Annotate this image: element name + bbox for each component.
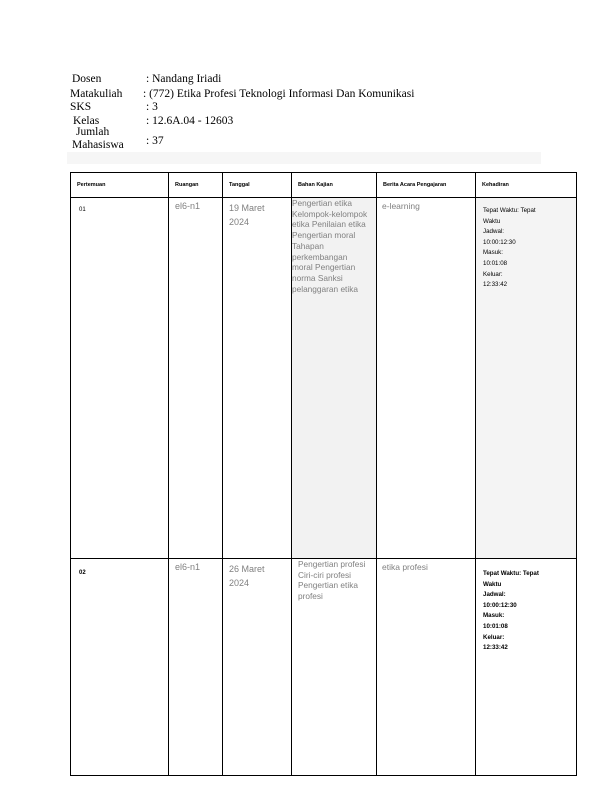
bahan-kajian-text: Pengertian profesi Ciri-ciri profesi Pengertian etika profesi xyxy=(298,559,366,602)
berita-acara-cell: etika profesi xyxy=(377,559,476,776)
jumlah-mahasiswa-label: Jumlah Mahasiswa xyxy=(72,126,124,151)
col-header-tanggal: Tanggal xyxy=(223,173,292,198)
jumlah-mahasiswa-value: : 37 xyxy=(146,135,164,147)
col-header-kehadiran: Kehadiran xyxy=(476,173,577,198)
sks-label: SKS xyxy=(70,101,92,113)
kehadiran-cell: Tepat Waktu: Tepat Waktu Jadwal: 10:00:12:30 Masuk: 10:01:08 Keluar: 12:33:42 xyxy=(476,198,577,559)
kelas-label: Kelas xyxy=(73,115,100,127)
table-row xyxy=(71,559,577,776)
header-divider-band xyxy=(67,152,541,164)
kelas-value: : 12.6A.04 - 12603 xyxy=(146,115,234,127)
sks-value: : 3 xyxy=(146,101,158,113)
matakuliah-label: Matakuliah xyxy=(70,88,123,100)
berita-acara-cell: e-learning xyxy=(377,198,476,559)
col-header-berita-acara: Berita Acara Pengajaran xyxy=(377,173,476,198)
ruangan-cell: el6-n1 xyxy=(169,198,223,559)
pertemuan-cell: 01 xyxy=(71,198,169,559)
col-header-ruangan: Ruangan xyxy=(169,173,223,198)
dosen-value: : Nandang Iriadi xyxy=(146,73,222,85)
col-header-bahan-kajian: Bahan Kajian xyxy=(292,173,377,198)
dosen-label: Dosen xyxy=(72,73,102,85)
tanggal-cell: 26 Maret 2024 xyxy=(223,559,292,776)
matakuliah-value: : (772) Etika Profesi Teknologi Informasi Dan Komunikasi xyxy=(143,88,415,100)
tanggal-cell: 19 Maret 2024 xyxy=(223,198,292,559)
col-header-pertemuan: Pertemuan xyxy=(71,173,169,198)
table-header-row xyxy=(71,173,577,198)
kehadiran-cell: Tepat Waktu: Tepat Waktu Jadwal: 10:00:12:30 Masuk: 10:01:08 Keluar: 12:33:42 xyxy=(476,559,577,776)
table-row xyxy=(71,198,577,559)
schedule-table xyxy=(70,172,577,776)
bahan-kajian-cell xyxy=(292,559,377,776)
bahan-kajian-cell xyxy=(292,198,377,559)
pertemuan-cell: 02 xyxy=(71,559,169,776)
ruangan-cell: el6-n1 xyxy=(169,559,223,776)
bahan-kajian-text: Pengertian etika Kelompok-kelompok etika Penilaian etika Pengertian moral Tahapan perkembangan moral Pengertian norma Sanksi pelanggaran etika xyxy=(292,198,368,294)
